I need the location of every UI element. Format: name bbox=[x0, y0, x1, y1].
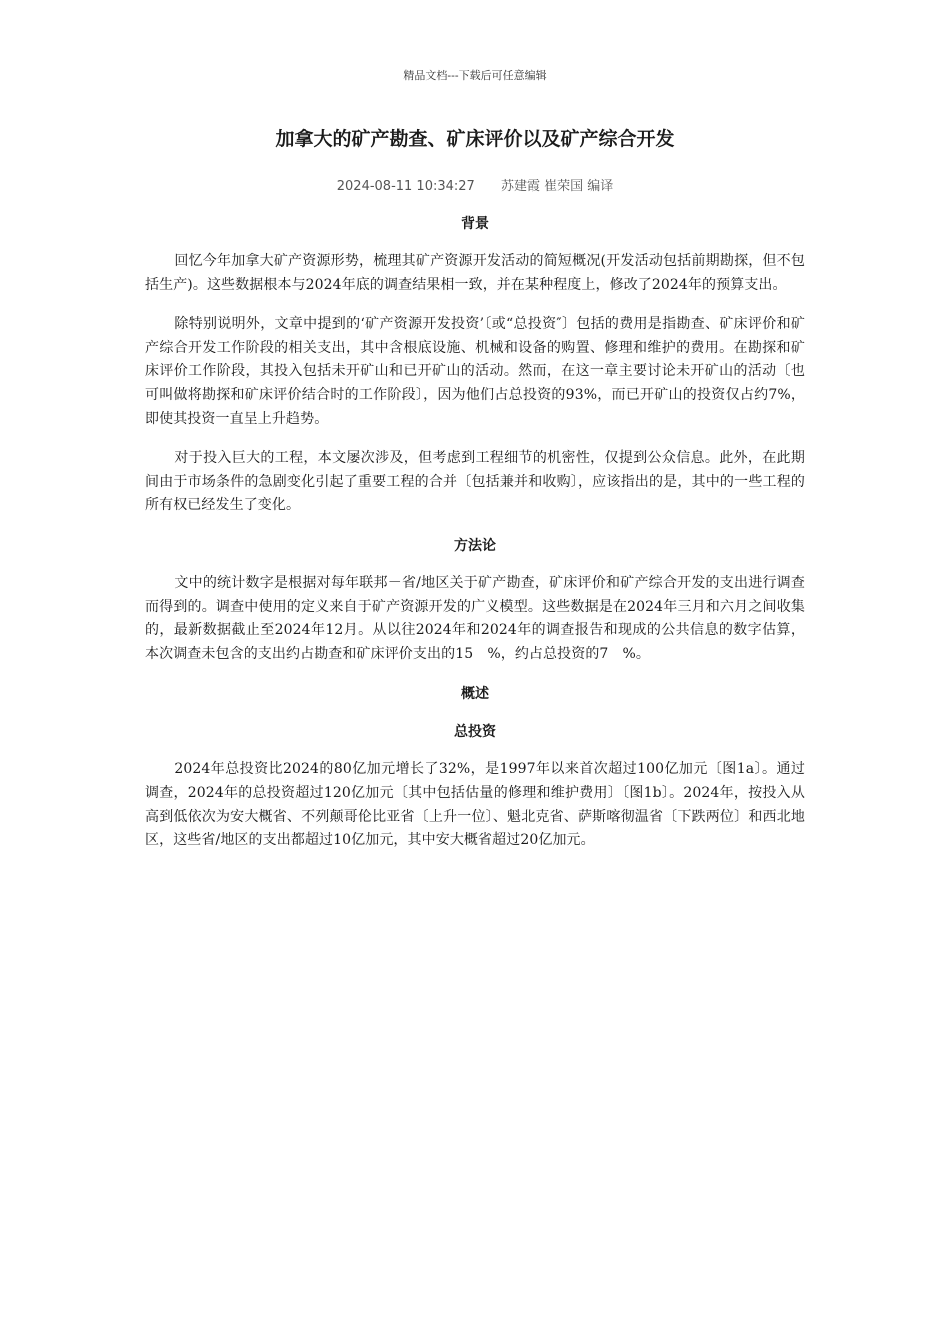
paragraph: 2024年总投资比2024的80亿加元增长了32%，是1997年以来首次超过100亿加元〔图1a〕。通过调查，2024年的总投资超过120亿加元〔其中包括估量的修理和维护费用〕〔图1b〕。2024年，按投入从高到低依次为安大概省、不列颠哥伦比亚省〔上升一位〕、魁北克省、萨斯喀彻温省〔下跌两位〕和西北地区，这些省/地区的支出都超过10亿加元，其中安大概省超过20亿加元。 bbox=[145, 761, 805, 849]
paragraph: 除特别说明外，文章中提到的‘矿产资源开发投资’〔或“总投资″〕包括的费用是指勘查、矿床评价和矿产综合开发工作阶段的相关支出，其中含根底设施、机械和设备的购置、修理和维护的费用。在勘探和矿床评价工作阶段，其投入包括未开矿山和已开矿山的活动。然而，在这一章主要讨论未开矿山的活动〔也可叫做将勘探和矿床评价结合时的工作阶段〕，因为他们占总投资的93%，而已开矿山的投资仅占约7%，即使其投资一直呈上升趋势。 bbox=[145, 316, 805, 427]
publish-datetime: 2024-08-11 10:34:27 bbox=[336, 179, 475, 194]
header-note: 精品文档---下载后可任意编辑 bbox=[403, 69, 547, 82]
section-heading-total-investment: 总投资 bbox=[454, 724, 496, 741]
paragraph: 回忆今年加拿大矿产资源形势，梳理其矿产资源开发活动的简短概况(开发活动包括前期勘探，但不包括生产)。这些数据根本与2024年底的调查结果相一致，并在某种程度上，修改了2024年的预算支出。 bbox=[145, 253, 805, 293]
section-heading-methodology: 方法论 bbox=[454, 537, 496, 554]
paragraph: 对于投入巨大的工程，本文屡次涉及，但考虑到工程细节的机密性，仅提到公众信息。此外，在此期间由于市场条件的急剧变化引起了重要工程的合并〔包括兼并和收购〕，应该指出的是，其中的一些工程的所有权已经发生了变化。 bbox=[145, 450, 805, 514]
section-heading-background: 背景 bbox=[461, 216, 489, 232]
paragraph: 文中的统计数字是根据对每年联邦－省/地区关于矿产勘查，矿床评价和矿产综合开发的支出进行调查而得到的。调查中使用的定义来自于矿产资源开发的广义模型。这些数据是在2024年三月和六月之间收集的，最新数据截止至2024年12月。从以往2024年和2024年的调查报告和现成的公共信息的数字估算，本次调查未包含的支出约占勘查和矿床评价支出的15 %，约占总投资的7 %。 bbox=[145, 574, 805, 662]
article-meta bbox=[0, 175, 950, 194]
authors: 苏建霞 崔荣国 编译 bbox=[500, 179, 614, 194]
article-title: 加拿大的矿产勘查、矿床评价以及矿产综合开发 bbox=[275, 128, 675, 150]
section-heading-overview: 概述 bbox=[461, 686, 489, 703]
article-body bbox=[145, 212, 805, 869]
